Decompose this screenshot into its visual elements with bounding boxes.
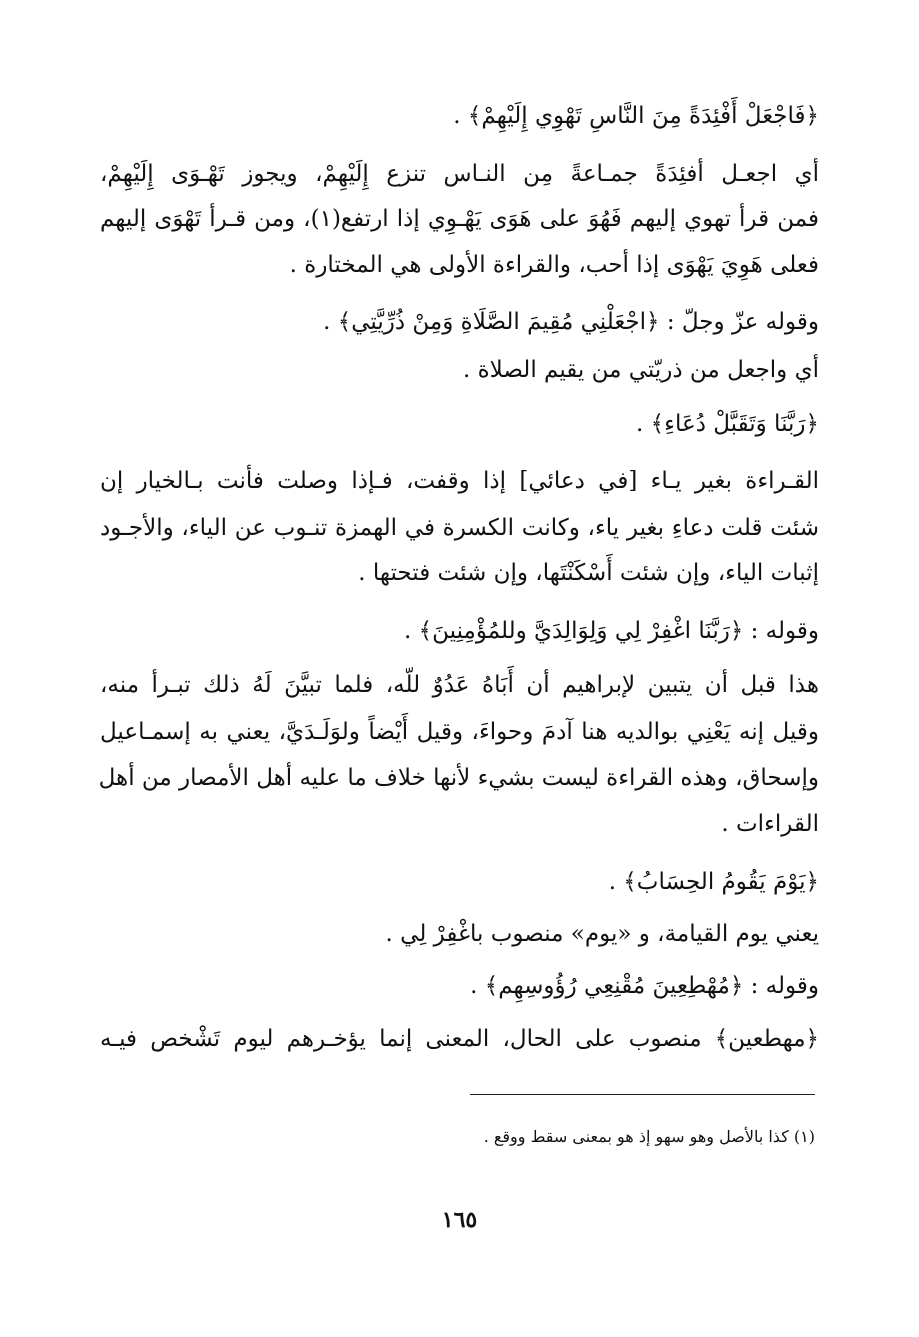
text-line: وقوله : ﴿مُهْطِعِينَ مُقْنِعِي رُؤُوسِهِم﴾ .: [470, 973, 819, 999]
text-line: ﴿مهطعين﴾ منصوب على الحال، المعنى إنما يؤخـرهم ليوم تَشْخص فيـه: [100, 1026, 819, 1052]
footnote-separator: [470, 1094, 815, 1095]
quran-verse-line: ﴿رَبَّنَا وَتَقَبَّلْ دُعَاءِ﴾ .: [636, 411, 819, 437]
page-number: ١٦٥: [441, 1207, 478, 1233]
text-line: القـراءة بغير يـاء [في دعائي] إذا وقفت، فـإذا وصلت فأنت بـالخيار إن: [100, 468, 819, 494]
text-line: أي واجعل من ذريّتي من يقيم الصلاة .: [462, 357, 819, 383]
text-line: أي اجعـل أفئِدَةً جمـاعةً مِن النـاس تنزع إِلَيْهِمْ، ويجوز تَهْـوَى إِلَيْهِمْ،: [100, 161, 819, 187]
text-line: فمن قرأ تهوي إليهم فَهُوَ على هَوَى يَهْـوِي إذا ارتفع(١)، ومن قـرأ تَهْوَى إليهم: [100, 206, 819, 232]
text-line: هذا قبل أن يتبين لإبراهيم أن أَبَاهُ عَدُوٌ للّه، فلما تبيَّنَ لَهُ ذلك تبـرأ منه،: [100, 672, 819, 698]
text-line: إثبات الياء، وإن شئت أَسْكَنْتَها، وإن شئت فتحتها .: [358, 560, 819, 586]
text-line: شئت قلت دعاءِ بغير ياء، وكانت الكسرة في الهمزة تنـوب عن الياء، والأجـود: [100, 515, 819, 541]
quran-verse-line: ﴿فَاجْعَلْ أَفْئِدَةً مِنَ النَّاسِ تَهْوِي إِلَيْهِمْ﴾ .: [453, 103, 819, 129]
text-line: وقوله عزّ وجلّ : ﴿اجْعَلْنِي مُقِيمَ الصَّلَاةِ وَمِنْ ذُرِّيَّتِي﴾ .: [323, 309, 819, 335]
text-line: فعلى هَوِيَ يَهْوَى إذا أحب، والقراءة الأولى هي المختارة .: [289, 252, 819, 278]
text-line: وقيل إنه يَعْنِي بوالديه هنا آدمَ وحواءَ، وقيل أَيْضاً ولوَلَـدَيَّ، يعني به إسمـاعيل: [100, 719, 819, 745]
footnote: (١) كذا بالأصل وهو سهو إذ هو بمعنى سقط ووقع .: [483, 1127, 815, 1146]
text-line: وقوله : ﴿رَبَّنَا اغْفِرْ لِي وَلِوَالِدَيَّ وللمُؤْمِنِينَ﴾ .: [404, 618, 819, 644]
quran-verse-line: ﴿يَوْمَ يَقُومُ الحِسَابُ﴾ .: [608, 869, 819, 895]
text-line: يعني يوم القيامة، و «يوم» منصوب باغْفِرْ لِي .: [385, 921, 819, 947]
text-line: وإسحاق، وهذه القراءة ليست بشيء لأنها خلاف ما عليه أهل الأمصار من أهل: [98, 765, 819, 791]
text-line: القراءات .: [721, 811, 819, 837]
